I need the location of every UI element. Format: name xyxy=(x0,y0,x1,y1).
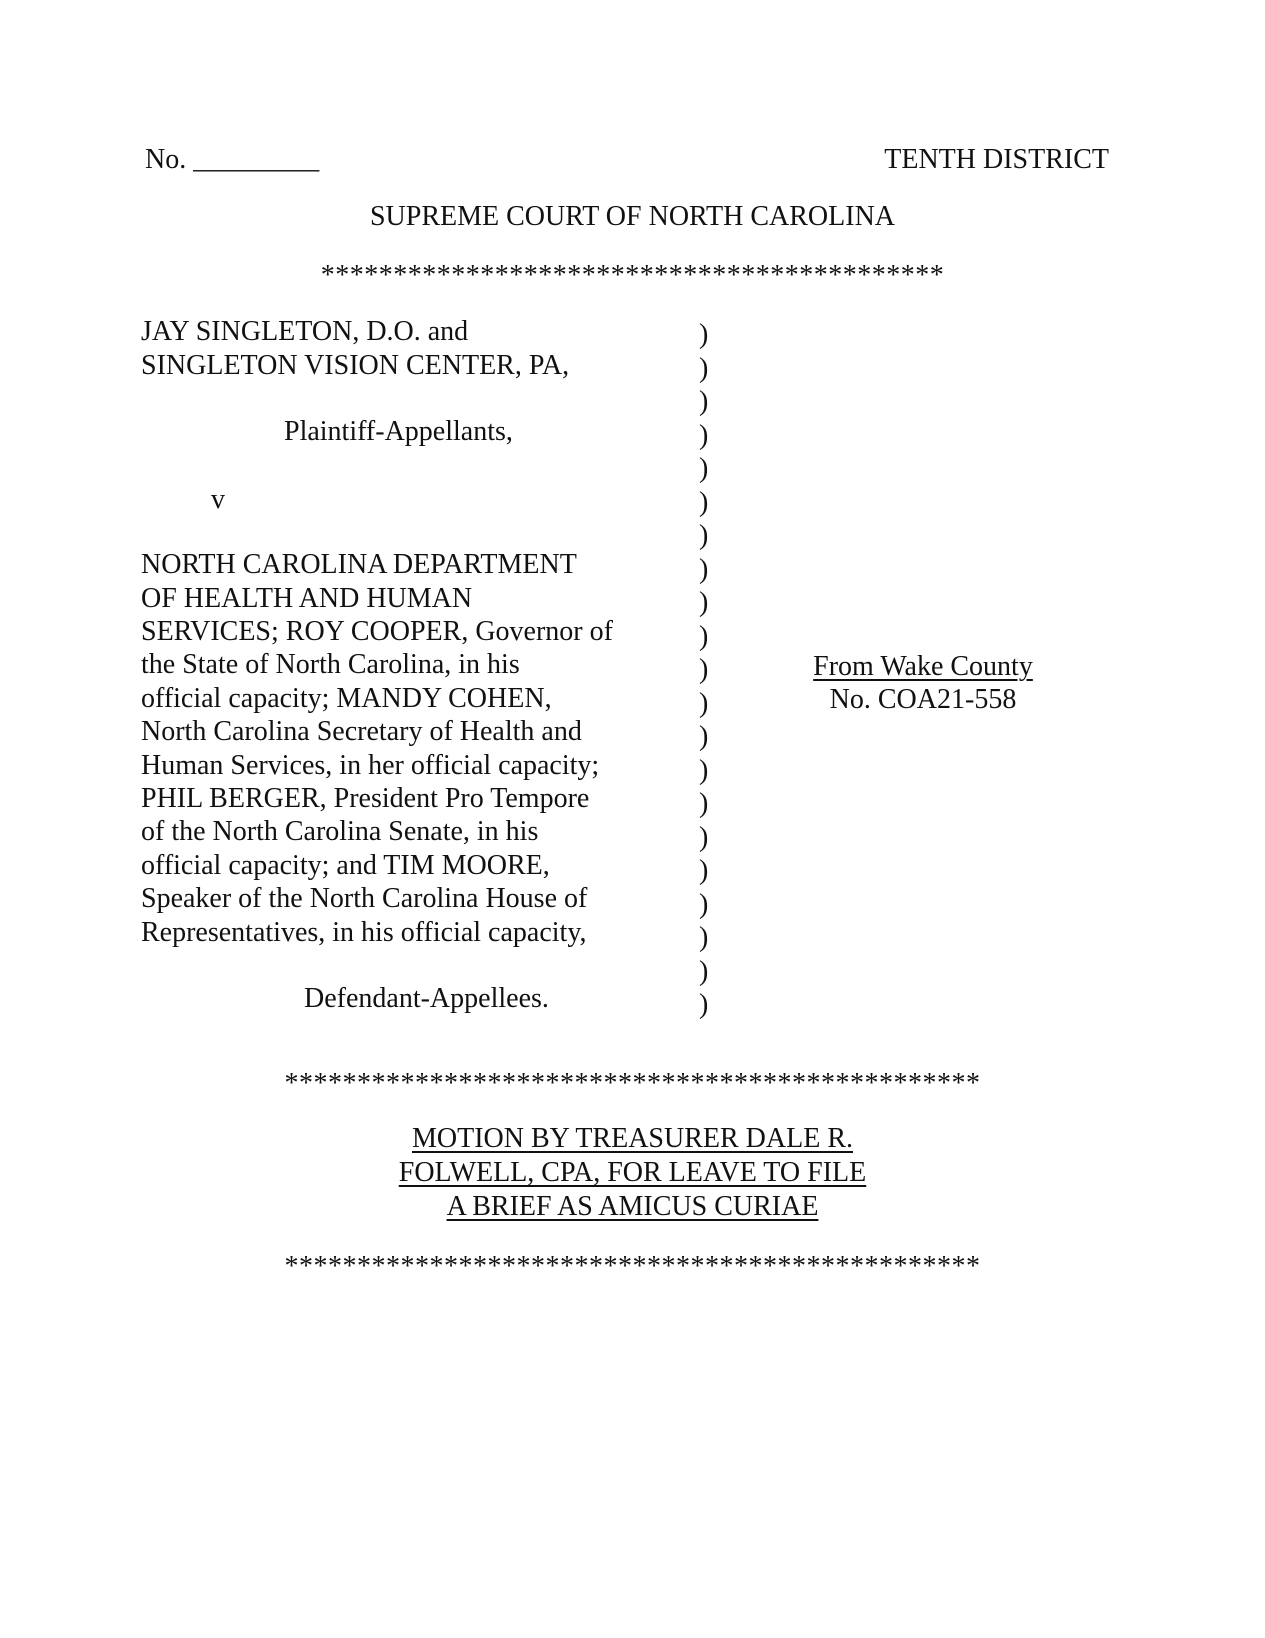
caption-parenthesis: ) xyxy=(699,453,709,484)
caption-parenthesis: ) xyxy=(699,352,709,384)
defendant-line: PHIL BERGER, President Pro Tempore xyxy=(141,783,590,814)
defendant-line: Representatives, in his official capacity, xyxy=(141,917,587,948)
caption-parenthesis: ) xyxy=(699,721,709,752)
separator-top: ******************************************* xyxy=(320,260,945,291)
caption-parenthesis: ) xyxy=(699,319,709,350)
separator-bottom: ************************************************ xyxy=(284,1251,981,1282)
versus-label: v xyxy=(211,484,225,515)
origin-case-number: No. COA21-558 xyxy=(829,684,1017,715)
caption-parenthesis: ) xyxy=(699,620,709,652)
motion-title xyxy=(0,1122,1265,1224)
separator-mid: ************************************************ xyxy=(284,1068,981,1099)
motion-title-line: FOLWELL, CPA, FOR LEAVE TO FILE xyxy=(398,1157,867,1188)
defendant-line: Speaker of the North Carolina House of xyxy=(141,883,588,914)
caption-parenthesis: ) xyxy=(699,654,709,685)
caption-parenthesis: ) xyxy=(699,922,709,953)
defendant-line: official capacity; and TIM MOORE, xyxy=(141,850,550,881)
defendant-line: official capacity; MANDY COHEN, xyxy=(141,683,552,714)
caption-parenthesis: ) xyxy=(699,821,709,853)
origin-block xyxy=(770,650,1076,716)
origin-county: From Wake County xyxy=(813,651,1033,682)
defendant-line: SERVICES; ROY COOPER, Governor of xyxy=(141,616,613,647)
plaintiff-line: SINGLETON VISION CENTER, PA, xyxy=(141,350,570,381)
case-number-label: No. _________ xyxy=(145,144,320,175)
plaintiff-role: Plaintiff-Appellants, xyxy=(284,416,513,447)
defendant-line: OF HEALTH AND HUMAN xyxy=(141,583,473,614)
plaintiff-line: JAY SINGLETON, D.O. and xyxy=(141,316,469,347)
district-label: TENTH DISTRICT xyxy=(884,144,1109,175)
defendant-line: of the North Carolina Senate, in his xyxy=(141,816,539,847)
caption-parenthesis: ) xyxy=(699,788,709,819)
caption-parenthesis-column xyxy=(699,318,708,1022)
motion-title-line: MOTION BY TREASURER DALE R. xyxy=(411,1123,853,1154)
defendant-line: Human Services, in her official capacity; xyxy=(141,750,600,781)
defendant-line: North Carolina Secretary of Health and xyxy=(141,716,582,747)
caption-parenthesis: ) xyxy=(699,520,709,551)
caption-parenthesis: ) xyxy=(699,754,709,786)
defendant-line: the State of North Carolina, in his xyxy=(141,649,520,680)
caption-parenthesis: ) xyxy=(699,888,709,920)
caption-parenthesis: ) xyxy=(699,989,709,1020)
caption-parenthesis: ) xyxy=(699,486,709,518)
defendant-line: NORTH CAROLINA DEPARTMENT xyxy=(141,549,577,580)
court-name: SUPREME COURT OF NORTH CAROLINA xyxy=(369,201,896,232)
caption-parenthesis: ) xyxy=(699,955,709,987)
caption-parenthesis: ) xyxy=(699,386,709,417)
caption-parenthesis: ) xyxy=(699,855,709,886)
caption-parenthesis: ) xyxy=(699,687,709,719)
caption-parenthesis: ) xyxy=(699,419,709,451)
motion-title-line: A BRIEF AS AMICUS CURIAE xyxy=(446,1191,819,1222)
defendant-role: Defendant-Appellees. xyxy=(304,983,549,1014)
caption-parenthesis: ) xyxy=(699,553,709,585)
caption-parenthesis: ) xyxy=(699,587,709,618)
